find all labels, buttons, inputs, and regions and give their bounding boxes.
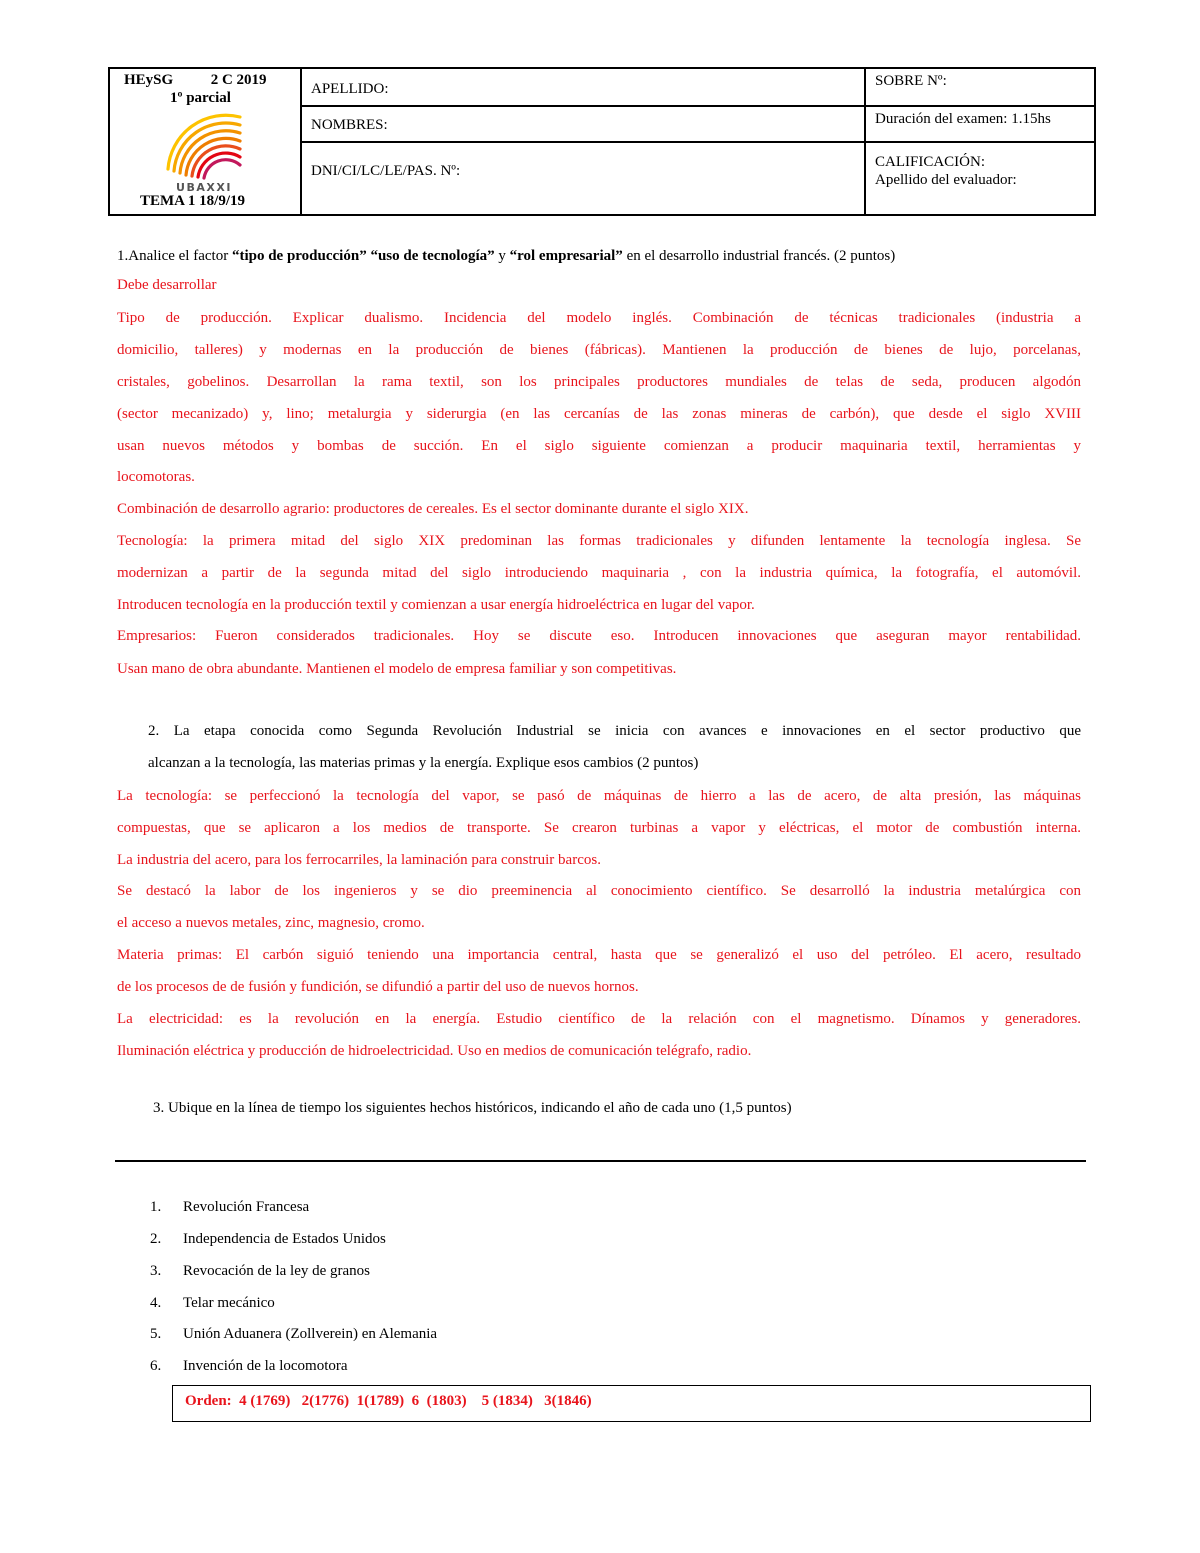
answer-1-line: usan nuevos métodos y bombas de succión. En el siglo siguiente comienzan a producir maquinaria textil, herramientas y — [117, 438, 1081, 454]
dni-field: DNI/CI/LC/LE/PAS. Nº: — [311, 163, 461, 179]
apellido-field: APELLIDO: — [311, 81, 389, 97]
exam-header-table — [108, 67, 1096, 216]
answer-1-line: Tecnología: la primera mitad del siglo XIX predominan las formas tradicionales y difunden lentamente la tecnología inglesa. Se — [117, 533, 1081, 549]
answer-2-line: La industria del acero, para los ferrocarriles, la laminación para construir barcos. — [117, 852, 601, 868]
answer-1-line: (sector mecanizado) y, lino; metalurgia y siderurgia (en las cercanías de las zonas mineras de carbón), que desde el siglo XVIII — [117, 406, 1081, 422]
list-item-label: Revocación de la ley de granos — [183, 1263, 371, 1279]
question-2-line: alcanzan a la tecnología, las materias primas y la energía. Explique esos cambios (2 puntos) — [148, 755, 699, 771]
list-item: 2. — [150, 1231, 162, 1247]
question-2-line: 2. La etapa conocida como Segunda Revolución Industrial se inicia con avances e innovaciones en el sector productivo que — [148, 723, 1081, 739]
logo-text: UBAXXI — [176, 181, 232, 193]
answer-1-line: Combinación de desarrollo agrario: productores de cereales. Es el sector dominante durante el siglo XIX. — [117, 501, 749, 517]
list-item: 3. — [150, 1263, 162, 1279]
list-item-label: Revolución Francesa — [183, 1199, 310, 1215]
answer-1-line: Usan mano de obra abundante. Mantienen el modelo de empresa familiar y son competitivas. — [117, 661, 677, 677]
list-item: 6. — [150, 1358, 162, 1374]
exam-name: 1º parcial — [170, 90, 231, 106]
answer-1-line: Debe desarrollar — [117, 277, 217, 293]
answer-2-line: de los procesos de de fusión y fundición, se difundió a partir del uso de nuevos hornos. — [117, 979, 639, 995]
answer-2-line: La tecnología: se perfeccionó la tecnología del vapor, se pasó de máquinas de hierro a las de acero, de alta presión, las máquinas — [117, 788, 1081, 804]
duracion-label: Duración del examen: 1.15hs — [875, 111, 1051, 127]
answer-1-line: Tipo de producción. Explicar dualismo. Incidencia del modelo inglés. Combinación de técnicas tradicionales (industria a — [117, 310, 1081, 326]
answer-1-line: modernizan a partir de la segunda mitad del siglo introduciendo maquinaria , con la industria química, la fotografía, el automóvil. — [117, 565, 1081, 581]
answer-1-line: cristales, gobelinos. Desarrollan la rama textil, son los principales productores mundiales de telas de seda, producen algodón — [117, 374, 1081, 390]
answer-2-line: Se destacó la labor de los ingenieros y se dio preeminencia al conocimiento científico. Se desarrolló la industria metalúrgica con — [117, 883, 1081, 899]
logo-cell — [110, 69, 300, 214]
sobre-field: SOBRE Nº: — [875, 73, 947, 89]
question-3: 3. Ubique en la línea de tiempo los siguientes hechos históricos, indicando el año de cada uno (1,5 puntos) — [153, 1100, 792, 1116]
answer-1-line: domicilio, talleres) y modernas en la producción de bienes (fábricas). Mantienen la producción de bienes de lujo, porcelanas, — [117, 342, 1081, 358]
orden-answer: Orden: 4 (1769) 2(1776) 1(1789) 6 (1803) 5 (1834) 3(1846) — [185, 1393, 592, 1409]
answer-2-line: el acceso a nuevos metales, zinc, magnesio, cromo. — [117, 915, 425, 931]
list-item-label: Telar mecánico — [183, 1295, 275, 1311]
tema-label: TEMA 1 18/9/19 — [140, 193, 246, 209]
list-item: 4. — [150, 1295, 162, 1311]
list-item: 5. — [150, 1326, 162, 1342]
answer-1-line: Empresarios: Fueron considerados tradicionales. Hoy se discute eso. Introducen innovaciones que aseguran mayor rentabilidad. — [117, 628, 1081, 644]
list-item-label: Unión Aduanera (Zollverein) en Alemania — [183, 1326, 438, 1342]
course-code: HEySG 2 C 2019 — [124, 72, 267, 88]
orden-answer-box — [172, 1385, 1091, 1422]
calificacion-field: CALIFICACIÓN: — [875, 154, 986, 170]
answer-1-line: locomotoras. — [117, 469, 195, 485]
evaluador-field: Apellido del evaluador: — [875, 172, 1017, 188]
answer-2-line: La electricidad: es la revolución en la energía. Estudio científico de la relación con el magnetismo. Dínamos y generadores. — [117, 1011, 1081, 1027]
list-item-label: Invención de la locomotora — [183, 1358, 348, 1374]
answer-2-line: Iluminación eléctrica y producción de hidroelectricidad. Uso en medios de comunicación telégrafo, radio. — [117, 1043, 752, 1059]
timeline-line — [115, 1160, 1086, 1162]
answer-2-line: compuestas, que se aplicaron a los medios de transporte. Se crearon turbinas a vapor y eléctricas, el motor de combustión interna. — [117, 820, 1081, 836]
answer-2-line: Materia primas: El carbón siguió teniendo una importancia central, hasta que se generalizó el uso del petróleo. El acero, resultado — [117, 947, 1081, 963]
nombres-field: NOMBRES: — [311, 117, 388, 133]
ubaxxi-logo — [164, 109, 244, 193]
list-item-label: Independencia de Estados Unidos — [183, 1231, 386, 1247]
list-item: 1. — [150, 1199, 162, 1215]
question-1: 1.Analice el factor “tipo de producción” “uso de tecnología” y “rol empresarial” en el desarrollo industrial francés. (2 puntos) — [117, 248, 896, 264]
answer-1-line: Introducen tecnología en la producción textil y comienzan a usar energía hidroeléctrica en lugar del vapor. — [117, 597, 755, 613]
